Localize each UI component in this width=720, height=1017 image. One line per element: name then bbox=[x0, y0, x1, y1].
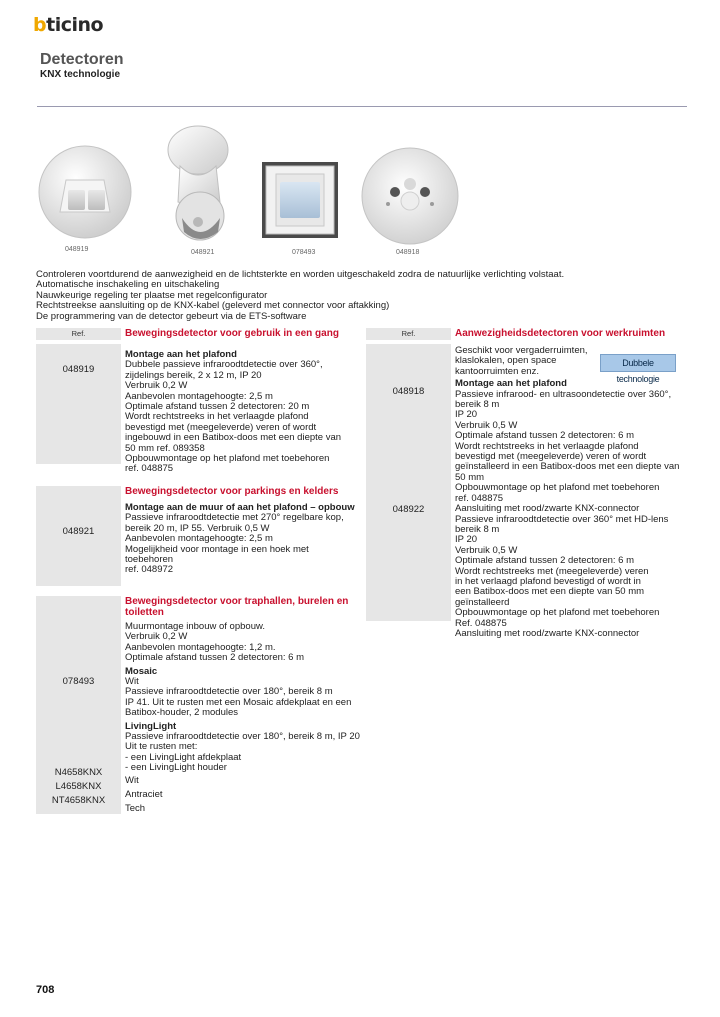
spec-line: bevestigd met (meegeleverde) veren of wordt bbox=[455, 451, 647, 463]
spec-line: Opbouwmontage op het plafond met toebehoren bbox=[455, 607, 660, 619]
ref-column bbox=[36, 596, 121, 814]
page-number: 708 bbox=[36, 984, 55, 996]
spec-line: geïnstalleerd in een Batibox-doos met een diepte van bbox=[455, 461, 680, 473]
spec-line: Muurmontage inbouw of opbouw. bbox=[125, 620, 265, 632]
variant-label: Wit bbox=[125, 774, 139, 786]
ref-code: 078493 bbox=[62, 675, 95, 687]
spec-line: Mogelijkheid voor montage in een hoek met bbox=[125, 543, 309, 555]
spec-line: Wordt rechtstreeks in het verlaagde plafond bbox=[125, 411, 309, 423]
spec-line: - een LivingLight afdekplaat bbox=[125, 751, 242, 763]
spec-line: Verbruik 0,5 W bbox=[455, 419, 518, 431]
spec-line: IP 41. Uit te rusten met een Mosaic afdekplaat en een bbox=[125, 696, 352, 708]
spec-line: Passieve infraroodtdetectie over 180°, bereik 8 m, IP 20 bbox=[125, 730, 360, 742]
spec-line: Aansluiting met rood/zwarte KNX-connector bbox=[455, 627, 640, 639]
page-title: Detectoren bbox=[40, 51, 124, 68]
variant-label: Tech bbox=[125, 803, 146, 815]
spec-line: Aanbevolen montagehoogte: 1,2 m. bbox=[125, 641, 276, 653]
spec-line: IP 20 bbox=[455, 409, 478, 421]
ref-code: 048918 bbox=[392, 386, 425, 397]
spec-line: bereik 8 m bbox=[455, 399, 500, 411]
spec-line: ref. 048972 bbox=[125, 564, 174, 576]
section-title: Bewegingsdetector voor traphallen, burelen en toiletten bbox=[125, 595, 349, 618]
spec-line: toebehoren bbox=[125, 553, 174, 565]
spec-line: Passieve infraroodtdetectie over 360° met HD-lens bbox=[455, 513, 669, 525]
spec-line: 50 mm bbox=[455, 471, 485, 483]
spec-line: Verbruik 0,5 W bbox=[455, 544, 518, 556]
spec-line: Passieve infraroodtdetectie over 180°, bereik 8 m bbox=[125, 686, 333, 698]
range-heading: Mosaic bbox=[125, 665, 158, 677]
product-image-048919 bbox=[38, 140, 133, 242]
section-title: Aanwezigheidsdetectoren voor werkruimten bbox=[455, 328, 666, 339]
spec-line: Aanbevolen montagehoogte: 2,5 m bbox=[125, 390, 273, 402]
spec-line: IP 20 bbox=[455, 534, 478, 546]
spec-line: Wordt rechtstreeks in het verlaagde plafond bbox=[455, 440, 639, 452]
spec-line: Verbruik 0,2 W bbox=[125, 380, 188, 392]
spec-line: Wordt rechtstreeks met (meegeleverde) veren bbox=[455, 565, 649, 577]
spec-line: Ref. 048875 bbox=[455, 617, 507, 629]
spec-line: bereik 8 m bbox=[455, 523, 500, 535]
spec-line: Optimale afstand tussen 2 detectoren: 6 m bbox=[125, 652, 305, 664]
spec-line: Passieve infrarood- en ultrasoondetectie over 360°, bbox=[455, 388, 672, 400]
mount-heading: Montage aan het plafond bbox=[125, 349, 237, 360]
spec-line: Optimale afstand tussen 2 detectoren: 6 m bbox=[455, 555, 635, 567]
spec-line: Optimale afstand tussen 2 detectoren: 20 m bbox=[125, 401, 310, 413]
ref-code: 048921 bbox=[36, 486, 121, 586]
mount-heading: Montage aan de muur of aan het plafond – opbouw bbox=[125, 501, 355, 513]
product-code-048918: 048918 bbox=[396, 249, 420, 256]
intro-line: Controleren voortdurend de aanwezigheid en de lichtsterkte en worden uitgeschakeld zodra de natuurlijke verlichting volstaat. bbox=[36, 269, 565, 280]
spec-line: - een LivingLight houder bbox=[125, 762, 227, 774]
ref-code: 048919 bbox=[36, 344, 121, 464]
spec-line: bevestigd met (meegeleverde) veren of wordt bbox=[125, 421, 317, 433]
spec-line: zijdelings bereik, 2 x 12 m, IP 20 bbox=[125, 369, 262, 381]
mount-heading: Montage aan het plafond bbox=[455, 378, 567, 390]
ref-code: 048922 bbox=[392, 504, 425, 515]
spec-line: geïnstalleerd bbox=[455, 596, 510, 608]
dual-technology-badge: Dubbele technologie bbox=[600, 354, 676, 372]
intro-line: Rechtstreekse aansluiting op de KNX-kabel (geleverd met connector voor aftakking) bbox=[36, 300, 390, 312]
spec-line: Opbouwmontage op het plafond met toebehoren bbox=[125, 453, 330, 465]
variant-label: Antraciet bbox=[125, 788, 163, 800]
product-image-048918 bbox=[360, 146, 460, 246]
spec-line: Verbruik 0,2 W bbox=[125, 631, 188, 643]
spec-line: Batibox-houder, 2 modules bbox=[125, 707, 239, 719]
product-code-048919: 048919 bbox=[65, 246, 89, 253]
intro-line: Automatische inschakeling en uitschakeling bbox=[36, 279, 220, 291]
spec-line: Aanbevolen montagehoogte: 2,5 m bbox=[125, 533, 273, 545]
section-title: Bewegingsdetector voor parkings en kelders bbox=[125, 485, 339, 497]
spec-line: Geschikt voor vergaderruimten, bbox=[455, 345, 588, 356]
section-title: Bewegingsdetector voor gebruik in een gang bbox=[125, 328, 339, 339]
spec-line: ref. 048875 bbox=[125, 463, 174, 475]
right-column bbox=[366, 326, 688, 639]
page-subtitle: KNX technologie bbox=[40, 69, 121, 80]
product-image-048921 bbox=[158, 122, 238, 244]
spec-line: een Batibox-doos met een diepte van 50 mm bbox=[455, 586, 645, 598]
spec-line: Opbouwmontage op het plafond met toebehoren bbox=[455, 482, 660, 494]
spec-line: Optimale afstand tussen 2 detectoren: 6 m bbox=[455, 430, 635, 442]
intro-line: De programmering van de detector gebeurt via de ETS-software bbox=[36, 310, 307, 322]
intro-text bbox=[36, 270, 686, 322]
left-column bbox=[36, 326, 362, 815]
spec-line: in het verlaagd plafond bevestigd of wordt in bbox=[455, 575, 641, 587]
spec-line: ingebouwd in een Batibox-doos met een diepte van bbox=[125, 432, 342, 444]
range-heading: LivingLight bbox=[125, 720, 177, 732]
header-divider bbox=[37, 106, 687, 107]
product-code-048921: 048921 bbox=[191, 249, 215, 256]
ref-header: Ref. bbox=[36, 328, 121, 340]
spec-line: ref. 048875 bbox=[455, 492, 504, 504]
product-code-078493: 078493 bbox=[292, 249, 316, 256]
spec-line: klaslokalen, open space bbox=[455, 355, 557, 367]
ref-header: Ref. bbox=[366, 328, 451, 340]
spec-line: Uit te rusten met: bbox=[125, 741, 198, 753]
ref-code: L4658KNX bbox=[55, 780, 102, 792]
product-image-078493 bbox=[258, 158, 342, 242]
spec-line: Aansluiting met rood/zwarte KNX-connector bbox=[455, 503, 640, 515]
spec-line: Dubbele passieve infraroodtdetectie over 360°, bbox=[125, 359, 323, 371]
spec-line: 50 mm ref. 089358 bbox=[125, 442, 205, 454]
intro-line: Nauwkeurige regeling ter plaatse met regelconfigurator bbox=[36, 289, 268, 301]
ref-column bbox=[366, 344, 451, 621]
ref-code: N4658KNX bbox=[54, 766, 103, 778]
ref-code: NT4658KNX bbox=[51, 794, 106, 806]
spec-line: Wit bbox=[125, 675, 139, 687]
spec-line: bereik 20 m, IP 55. Verbruik 0,5 W bbox=[125, 522, 270, 534]
spec-line: Passieve infraroodtdetectie met 270° regelbare kop, bbox=[125, 512, 344, 524]
spec-line: kantoorruimten enz. bbox=[455, 365, 539, 377]
brand-logo: bticino bbox=[33, 14, 104, 36]
